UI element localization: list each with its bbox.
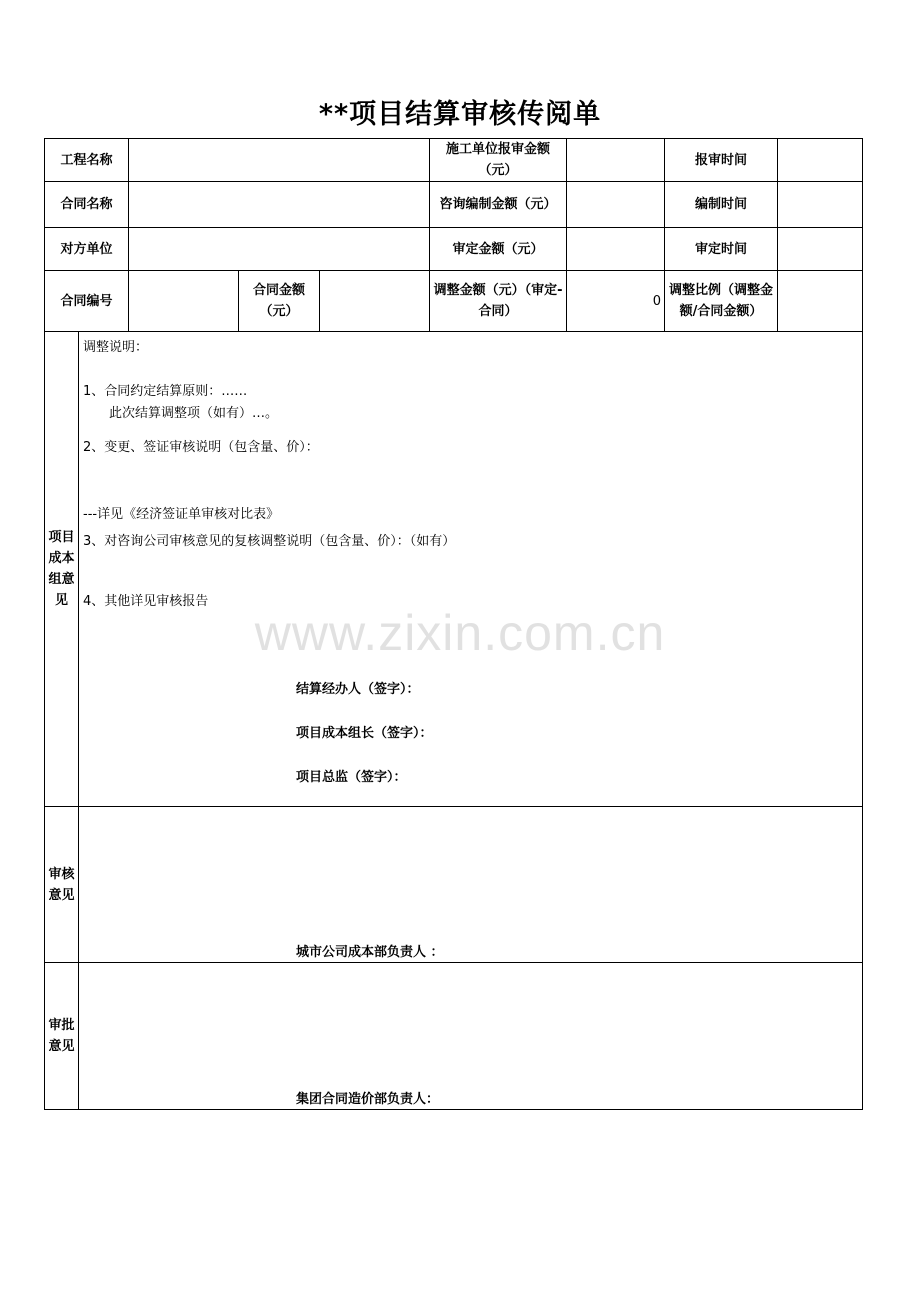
row-review-opinion	[45, 807, 863, 963]
note-change-visa: 2、变更、签证审核说明（包含量、价）：	[83, 440, 319, 455]
adjust-note-heading: 调整说明：	[83, 340, 149, 355]
sign-city-cost-head: 城市公司成本部负责人 ：	[296, 945, 444, 960]
adjust-ratio-label: 调整比例（调整金额/合同金额）	[665, 271, 778, 332]
contract-no-label: 合同编号	[45, 271, 129, 332]
review-opinion-area[interactable]	[79, 807, 863, 963]
sign-cost-leader: 项目成本组长（签字）：	[296, 726, 433, 741]
contract-amount-field[interactable]	[320, 271, 430, 332]
contractor-amount-label: 施工单位报审金额（元）	[430, 139, 567, 182]
sign-project-supervisor: 项目总监（签字）：	[296, 770, 407, 785]
row-contract-no	[45, 271, 863, 332]
contract-no-field[interactable]	[129, 271, 239, 332]
compile-time-label: 编制时间	[665, 182, 778, 228]
sign-group-cost-head: 集团合同造价部负责人：	[296, 1092, 440, 1107]
approve-opinion-area[interactable]	[79, 963, 863, 1110]
cost-opinion-side-label: 项目 成本 组意 见	[45, 332, 79, 807]
counterparty-label: 对方单位	[45, 228, 129, 271]
adjust-amount-value[interactable]: 0	[567, 271, 665, 332]
settlement-form-table	[44, 138, 863, 1110]
submit-time-label: 报审时间	[665, 139, 778, 182]
approved-amount-label: 审定金额（元）	[430, 228, 567, 271]
adjust-ratio-field[interactable]	[778, 271, 863, 332]
review-opinion-side-label: 审核 意见	[45, 807, 79, 963]
row-cost-opinion	[45, 332, 863, 807]
note-adjust-items: 此次结算调整项（如有）…。	[109, 406, 279, 421]
project-name-label: 工程名称	[45, 139, 129, 182]
watermark: www.zixin.com.cn	[254, 605, 666, 661]
consult-amount-field[interactable]	[567, 182, 665, 228]
approved-time-label: 审定时间	[665, 228, 778, 271]
contract-amount-label: 合同金额（元）	[239, 271, 320, 332]
row-approve-opinion	[45, 963, 863, 1110]
sign-settlement-handler: 结算经办人（签字）：	[296, 682, 420, 697]
contract-name-field[interactable]	[129, 182, 430, 228]
row-counterparty	[45, 228, 863, 271]
note-see-comparison: ---详见《经济签证单审核对比表》	[83, 507, 280, 522]
contractor-amount-field[interactable]	[567, 139, 665, 182]
row-contract-name	[45, 182, 863, 228]
counterparty-field[interactable]	[129, 228, 430, 271]
compile-time-field[interactable]	[778, 182, 863, 228]
approve-opinion-side-label: 审批 意见	[45, 963, 79, 1110]
approved-amount-field[interactable]	[567, 228, 665, 271]
consult-amount-label: 咨询编制金额（元）	[430, 182, 567, 228]
submit-time-field[interactable]	[778, 139, 863, 182]
note-contract-principle: 1、合同约定结算原则：……	[83, 384, 248, 399]
page-title: **项目结算审核传阅单	[318, 99, 602, 130]
contract-name-label: 合同名称	[45, 182, 129, 228]
approved-time-field[interactable]	[778, 228, 863, 271]
row-project-name	[45, 139, 863, 182]
cost-opinion-area[interactable]	[79, 332, 863, 807]
note-consult-review: 3、对咨询公司审核意见的复核调整说明（包含量、价）：（如有）	[83, 534, 456, 549]
note-other-report: 4、其他详见审核报告	[83, 594, 209, 609]
adjust-amount-label: 调整金额（元）（审定-合同）	[430, 271, 567, 332]
project-name-field[interactable]	[129, 139, 430, 182]
